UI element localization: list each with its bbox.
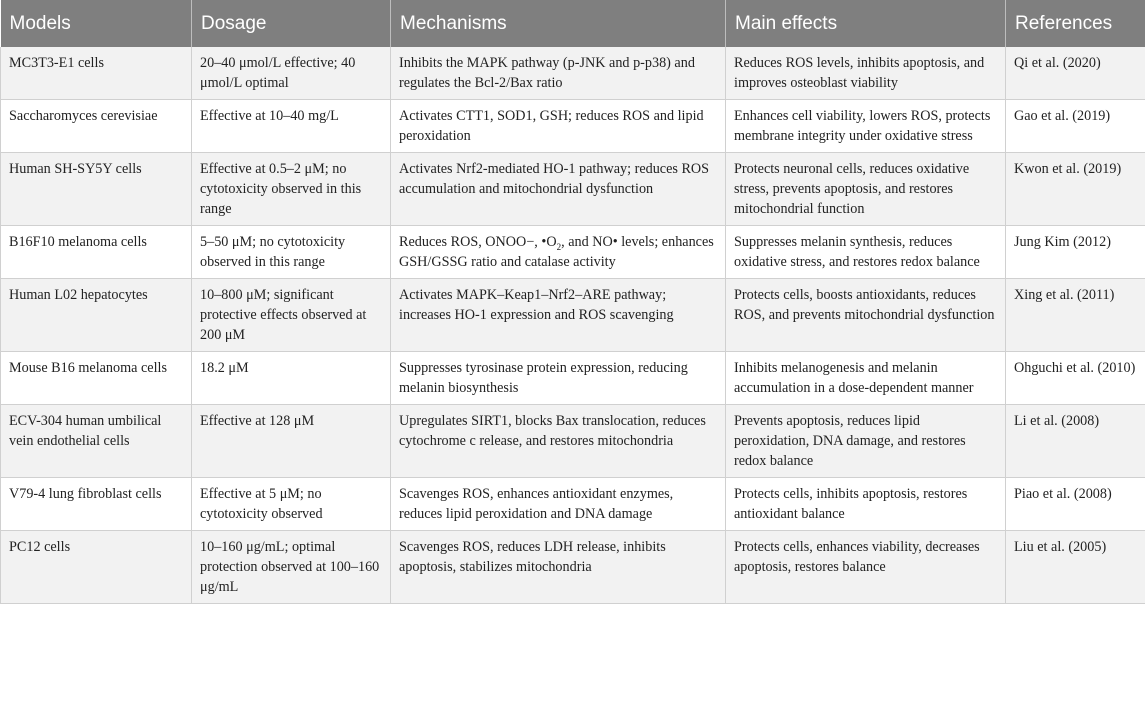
model-cell: B16F10 melanoma cells [1, 226, 192, 279]
table-row [1, 226, 1145, 279]
dosage-cell: 20–40 μmol/L effective; 40 μmol/L optimal [192, 47, 391, 100]
dosage-cell: Effective at 128 μM [192, 405, 391, 478]
mechanism-cell: Activates MAPK–Keap1–Nrf2–ARE pathway; increases HO-1 expression and ROS scavenging [391, 279, 726, 352]
table-row [1, 478, 1145, 531]
dosage-cell: 10–800 μM; significant protective effects observed at 200 μM [192, 279, 391, 352]
table-row [1, 531, 1145, 604]
table-row [1, 279, 1145, 352]
reference-cell: Ohguchi et al. (2010) [1006, 352, 1145, 405]
table-row [1, 405, 1145, 478]
effects-cell: Suppresses melanin synthesis, reduces oxidative stress, and restores redox balance [726, 226, 1006, 279]
table-body [1, 47, 1145, 604]
dosage-cell: Effective at 0.5–2 μM; no cytotoxicity observed in this range [192, 153, 391, 226]
dosage-cell: Effective at 5 μM; no cytotoxicity observed [192, 478, 391, 531]
reference-cell: Qi et al. (2020) [1006, 47, 1145, 100]
table-row [1, 47, 1145, 100]
header-main-effects: Main effects [726, 0, 1006, 47]
model-cell: PC12 cells [1, 531, 192, 604]
reference-cell: Gao et al. (2019) [1006, 100, 1145, 153]
reference-cell: Piao et al. (2008) [1006, 478, 1145, 531]
table-row [1, 352, 1145, 405]
mechanism-text-pre: Reduces ROS, ONOO−, •O [399, 234, 557, 250]
model-cell: V79-4 lung fibroblast cells [1, 478, 192, 531]
header-models: Models [1, 0, 192, 47]
dosage-cell: 10–160 μg/mL; optimal protection observed at 100–160 μg/mL [192, 531, 391, 604]
model-cell: Human SH-SY5Y cells [1, 153, 192, 226]
effects-cell: Protects neuronal cells, reduces oxidative stress, prevents apoptosis, and restores mitochondrial function [726, 153, 1006, 226]
table-row [1, 100, 1145, 153]
table-row [1, 153, 1145, 226]
mechanism-cell [391, 226, 726, 279]
mechanism-cell: Activates Nrf2-mediated HO-1 pathway; reduces ROS accumulation and mitochondrial dysfunction [391, 153, 726, 226]
dosage-cell: Effective at 10–40 mg/L [192, 100, 391, 153]
effects-cell: Enhances cell viability, lowers ROS, protects membrane integrity under oxidative stress [726, 100, 1006, 153]
effects-cell: Inhibits melanogenesis and melanin accumulation in a dose-dependent manner [726, 352, 1006, 405]
reference-cell: Liu et al. (2005) [1006, 531, 1145, 604]
mechanism-cell: Suppresses tyrosinase protein expression, reducing melanin biosynthesis [391, 352, 726, 405]
model-cell: Human L02 hepatocytes [1, 279, 192, 352]
mechanism-text-post: , and NO• levels; enhances GSH/GSSG ratio and catalase activity [399, 234, 714, 270]
mechanism-cell: Scavenges ROS, enhances antioxidant enzymes, reduces lipid peroxidation and DNA damage [391, 478, 726, 531]
effects-cell: Protects cells, boosts antioxidants, reduces ROS, and prevents mitochondrial dysfunction [726, 279, 1006, 352]
model-cell: ECV-304 human umbilical vein endothelial cells [1, 405, 192, 478]
subscript-2: 2 [556, 241, 562, 252]
mechanism-cell: Scavenges ROS, reduces LDH release, inhibits apoptosis, stabilizes mitochondria [391, 531, 726, 604]
effects-cell: Prevents apoptosis, reduces lipid peroxidation, DNA damage, and restores redox balance [726, 405, 1006, 478]
reference-cell: Kwon et al. (2019) [1006, 153, 1145, 226]
header-row [1, 0, 1145, 47]
header-mechanisms: Mechanisms [391, 0, 726, 47]
header-references: References [1006, 0, 1145, 47]
effects-cell: Protects cells, inhibits apoptosis, restores antioxidant balance [726, 478, 1006, 531]
effects-cell: Reduces ROS levels, inhibits apoptosis, and improves osteoblast viability [726, 47, 1006, 100]
effects-cell: Protects cells, enhances viability, decreases apoptosis, restores balance [726, 531, 1006, 604]
reference-cell: Li et al. (2008) [1006, 405, 1145, 478]
header-dosage: Dosage [192, 0, 391, 47]
model-cell: Saccharomyces cerevisiae [1, 100, 192, 153]
dosage-cell: 18.2 μM [192, 352, 391, 405]
table-header [1, 0, 1145, 47]
reference-cell: Xing et al. (2011) [1006, 279, 1145, 352]
mechanism-cell: Activates CTT1, SOD1, GSH; reduces ROS and lipid peroxidation [391, 100, 726, 153]
mechanism-cell: Upregulates SIRT1, blocks Bax translocation, reduces cytochrome c release, and restores mitochondria [391, 405, 726, 478]
mechanism-cell: Inhibits the MAPK pathway (p-JNK and p-p38) and regulates the Bcl-2/Bax ratio [391, 47, 726, 100]
dosage-cell: 5–50 μM; no cytotoxicity observed in this range [192, 226, 391, 279]
model-cell: Mouse B16 melanoma cells [1, 352, 192, 405]
model-cell: MC3T3-E1 cells [1, 47, 192, 100]
reference-cell: Jung Kim (2012) [1006, 226, 1145, 279]
